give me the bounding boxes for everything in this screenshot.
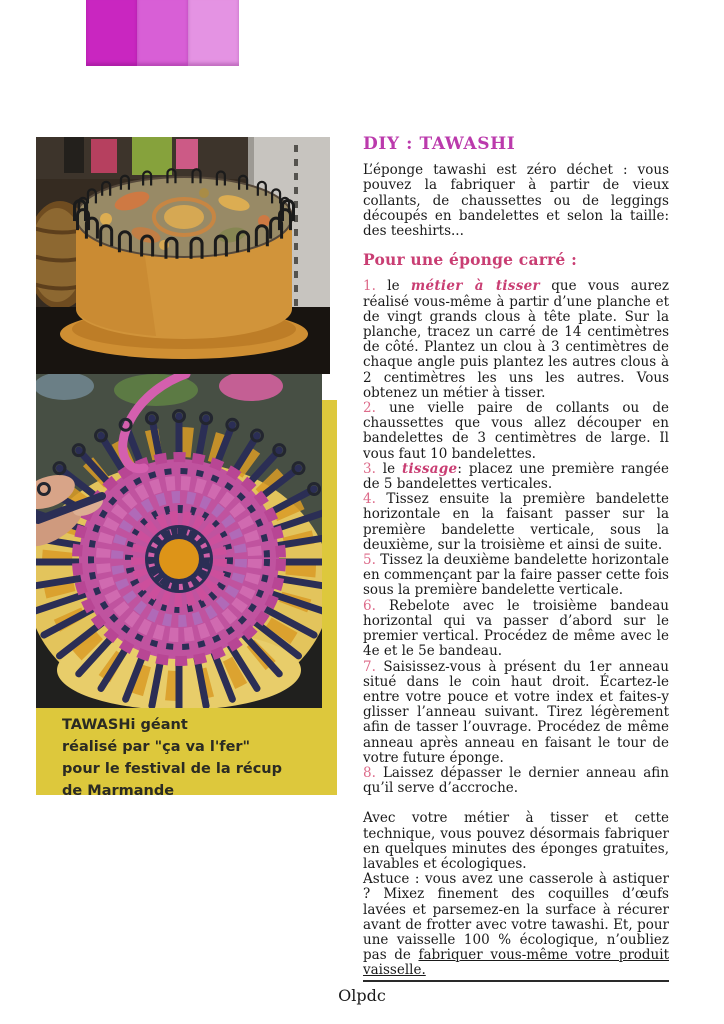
caption-line: TAWASHi géant bbox=[62, 717, 188, 733]
swatch-orchid bbox=[137, 0, 188, 66]
product-vaisselle-link[interactable]: fabriquer vous-même votre produit vaisselle. bbox=[363, 947, 669, 979]
photo-woven-tawashi bbox=[36, 374, 322, 708]
step-8 bbox=[363, 766, 669, 796]
step-text: Tissez ensuite la première bandelette horizontale en la faisant passer sur la première bandelette verticale, sous la deuxième, sur la troisième et ainsi de suite. bbox=[363, 491, 669, 553]
article-title: DIY : TAWASHI bbox=[363, 134, 516, 154]
step-text: que vous aurez réalisé vous-même à partir d’une planche et de vingt grands clous à tête plate. Sur la planche, tracez un carré de 14 centimètres de côté. Plantez un clou à 3 centimètres de chaque angle puis plantez les autres clous à 2 centimètres les uns les autres. Vous obtenez un métier à tisser. bbox=[363, 278, 670, 401]
step-number: 8. bbox=[363, 764, 376, 781]
caption-line: réalisé par "ça va l'fer" bbox=[62, 739, 251, 755]
step-text: le bbox=[375, 278, 411, 295]
step-emphasis: métier à tisser bbox=[410, 278, 540, 295]
step-number: 4. bbox=[363, 491, 376, 508]
step-text: Laissez dépasser le dernier anneau afin qu’il serve d’accroche. bbox=[363, 764, 669, 797]
step-2 bbox=[363, 401, 669, 462]
closing-paragraph-2 bbox=[363, 872, 669, 981]
step-emphasis: tissage bbox=[401, 460, 458, 477]
closing-paragraph-1: Avec votre métier à tisser et cette technique, vous pouvez désormais fabriquer en quelques minutes des éponges gratuites, lavables et écologiques. bbox=[363, 810, 669, 872]
step-number: 6. bbox=[363, 597, 376, 614]
step-number: 3. bbox=[363, 460, 376, 477]
photo-giant-loom bbox=[36, 137, 330, 374]
photo-caption bbox=[62, 714, 324, 802]
photo-woven-tawashi-drawing bbox=[36, 374, 322, 708]
step-text: Tissez la deuxième bandelette horizontale en commençant par la faire passer cette fois sous la première bandelette verticale. bbox=[363, 552, 669, 599]
article-subheading: Pour une éponge carré : bbox=[363, 250, 578, 270]
photo-giant-loom-drawing bbox=[36, 137, 330, 374]
color-swatch-bar bbox=[86, 0, 239, 66]
page-footer: Olpdc bbox=[338, 986, 386, 1005]
step-text: une vielle paire de collants ou de chaussettes que vous allez découper en bandelettes de 3 centimètres de large. Il vous faut 10 bandelettes. bbox=[363, 400, 669, 462]
step-text: le bbox=[375, 460, 402, 477]
swatch-magenta bbox=[86, 0, 137, 66]
swatch-light-orchid bbox=[188, 0, 239, 66]
step-text: : placez une première rangée de 5 bandelettes verticales. bbox=[363, 460, 670, 493]
intro-paragraph: L’éponge tawashi est zéro déchet : vous pouvez la fabriquer à partir de vieux collants, de chaussettes ou de leggings découpés en bandelettes et selon la taille: des teeshirts... bbox=[363, 162, 669, 240]
caption-line: pour le festival de la récup bbox=[62, 761, 282, 777]
article-column bbox=[363, 134, 670, 982]
step-number: 7. bbox=[363, 658, 376, 675]
caption-line: de Marmande bbox=[62, 783, 175, 799]
step-6 bbox=[363, 599, 669, 660]
step-number: 1. bbox=[363, 278, 376, 295]
step-7 bbox=[363, 660, 669, 766]
step-text: Rebelote avec le troisième bandeau horizontal qui va passer d’abord sur le premier vertical. Procédez de même avec le 4e et le 5e bandeau. bbox=[363, 597, 669, 660]
step-5 bbox=[363, 553, 669, 599]
step-text: Saisissez-vous à présent du 1er anneau situé dans le coin haut droit. Écartez-le entre votre pouce et votre index et faites-y glisser l’anneau suivant. Tirez légèrement afin de tasser l’ouvrage. Procédez de même anneau après anneau en faisant le tour de votre future éponge. bbox=[363, 658, 669, 766]
step-number: 2. bbox=[363, 400, 376, 417]
step-number: 5. bbox=[363, 552, 376, 569]
closing-text: Astuce : vous avez une casserole à astiquer ? Mixez finement des coquilles d’œufs lavées et parsemez-en la surface à récurer avant de frotter avec votre tawashi. Et, pour une vaisselle 100 % écologique, n’oubliez pas de bbox=[363, 871, 669, 964]
step-3 bbox=[363, 462, 669, 492]
step-1 bbox=[363, 279, 669, 401]
step-4 bbox=[363, 492, 669, 553]
